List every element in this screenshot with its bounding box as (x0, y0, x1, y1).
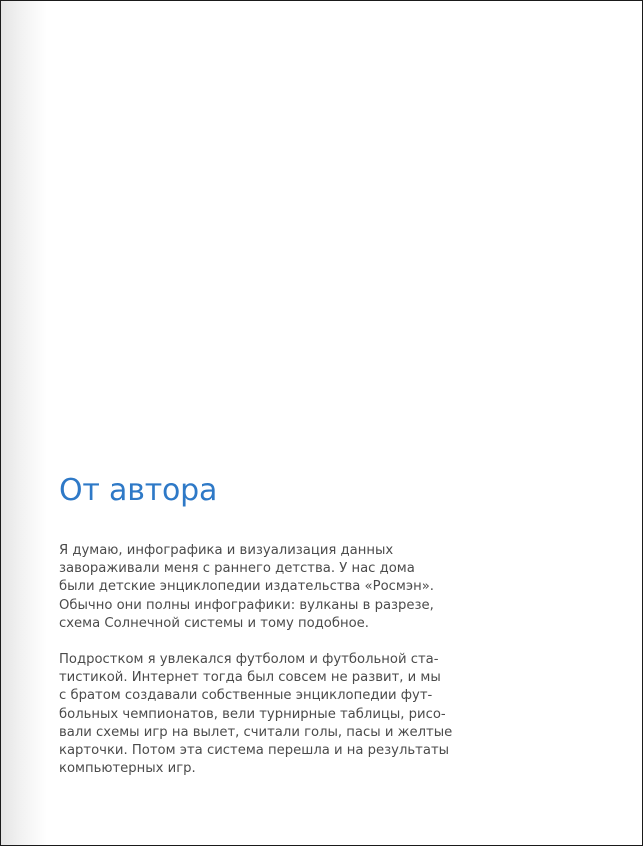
text-line: Я думаю, инфографика и визуализация данных (59, 543, 394, 558)
text-line: карточки. Потом эта система перешла и на результаты (59, 743, 450, 759)
text-line: вали схемы игр на вылет, считали голы, пасы и желтые (59, 724, 453, 740)
paragraph-1 (59, 542, 434, 633)
text-line: были детские энциклопедии издательства «Росмэн». (59, 579, 434, 595)
chapter-title: От автора (59, 473, 218, 508)
text-line: Обычно они полны инфографики: вулканы в разрезе, (59, 597, 434, 613)
text-line: завораживали меня с раннего детства. У нас дома (59, 561, 415, 577)
text-line: схема Солнечной системы и тому подобное. (59, 615, 369, 631)
text-line: больных чемпионатов, вели турнирные таблицы, рисо- (59, 706, 446, 722)
text-line: тистикой. Интернет тогда был совсем не развит, и мы (59, 670, 441, 686)
paragraph-2 (59, 651, 452, 778)
text-line: Подростком я увлекался футболом и футбольной ста- (59, 652, 439, 667)
text-line: с братом создавали собственные энциклопедии фут- (59, 688, 433, 704)
text-line: компьютерных игр. (59, 761, 196, 777)
page-gutter-shadow (1, 1, 47, 845)
